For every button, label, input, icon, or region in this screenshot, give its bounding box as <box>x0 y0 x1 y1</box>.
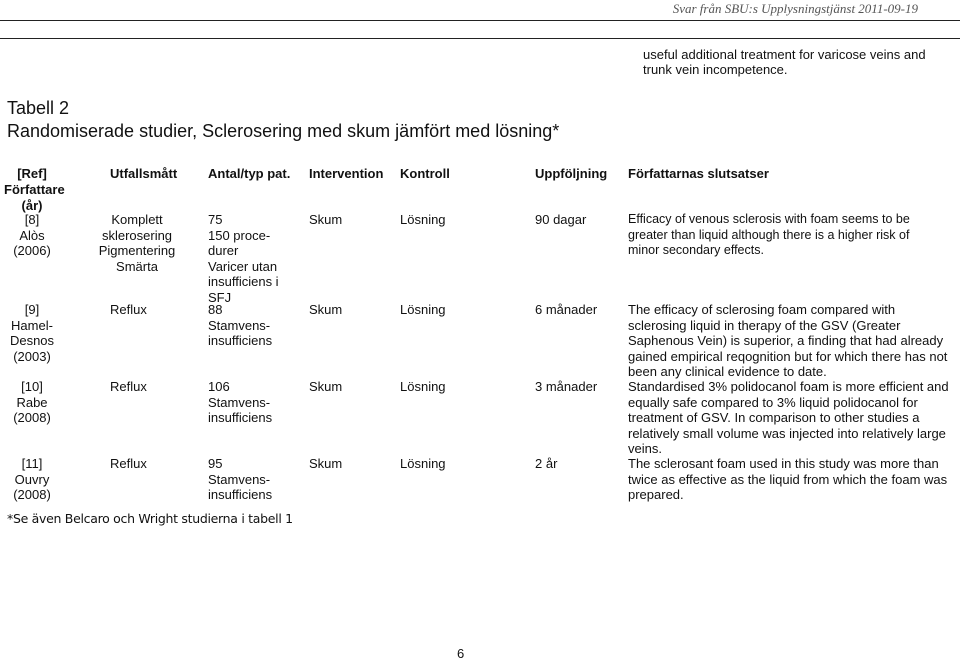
cell-number <box>208 379 298 426</box>
cell-intervention: Skum <box>309 456 343 471</box>
cell-conclusion <box>628 379 948 457</box>
cell-outcome <box>110 456 147 472</box>
cell-line: insufficiens <box>208 487 273 502</box>
cell-line: Alòs <box>19 227 45 243</box>
cell-line: sclerosing liquid in therapy of the GSV (Greater <box>628 317 901 333</box>
cell-line: (2003) <box>13 348 51 364</box>
cell-intervention: Skum <box>309 212 343 227</box>
cell-line: The efficacy of sclerosing foam compared with <box>628 302 896 317</box>
header-followup: Uppföljning <box>535 166 608 181</box>
cell-line: (2006) <box>13 243 51 258</box>
cell-line: insufficiens i <box>208 274 279 289</box>
header-ref-line: [Ref] <box>17 166 47 181</box>
cell-number <box>208 212 298 305</box>
cell-line: treatment of GSV. In comparison to other studies a <box>628 410 920 425</box>
cell-line: 95 <box>208 456 223 471</box>
header-ref-line: (år) <box>21 198 43 213</box>
header-text: Svar från SBU:s Upplysningstjänst 2011-09-19 <box>672 1 918 16</box>
cell-line: minor secondary effects. <box>628 243 764 257</box>
header-rule-bottom <box>0 38 960 39</box>
cell-ref <box>4 302 60 364</box>
cell-line: veins. <box>628 441 662 456</box>
table-number: Tabell 2 <box>7 98 70 118</box>
cell-line: Varicer utan <box>208 258 278 274</box>
cell-line: sklerosering <box>101 227 173 243</box>
cell-line: 150 proce- <box>208 227 271 243</box>
table-title <box>7 97 559 143</box>
cell-line: Pigmentering <box>98 243 176 258</box>
header-conclusions: Författarnas slutsatser <box>628 166 769 181</box>
cell-line: [8] <box>24 212 40 227</box>
cell-line: Saphenous Vein) is superior, a finding that had already <box>628 333 944 348</box>
cell-line: equally safe compared to 3% liquid polidocanol for <box>628 394 918 410</box>
cell-line: [10] <box>21 379 43 394</box>
cell-line: Efficacy of venous sclerosis with foam seems to be <box>628 212 910 226</box>
cell-outcome <box>110 379 147 395</box>
cell-line: insufficiens <box>208 333 273 348</box>
cell-line: greater than liquid although there is a higher risk of <box>628 227 910 242</box>
cell-line: [11] <box>21 456 43 471</box>
header-outcome: Utfallsmått <box>110 166 178 181</box>
cell-line: Smärta <box>116 258 158 274</box>
cell-followup: 3 månader <box>535 379 598 394</box>
cell-control: Lösning <box>400 212 446 227</box>
header-ref-line: Författare <box>4 182 65 197</box>
cell-control: Lösning <box>400 302 446 317</box>
continuation-line: trunk vein incompetence. <box>643 62 788 77</box>
cell-line: insufficiens <box>208 410 273 425</box>
continuation-line: useful additional treatment for varicose veins and <box>643 47 926 62</box>
header-control: Kontroll <box>400 166 450 181</box>
header-number: Antal/typ pat. <box>208 166 291 181</box>
cell-line: Rabe <box>16 394 48 410</box>
cell-line: The sclerosant foam used in this study was more than <box>628 456 939 471</box>
cell-ref <box>4 379 60 426</box>
continuation-text <box>643 47 943 77</box>
header-intervention: Intervention <box>309 166 384 181</box>
cell-line: SFJ <box>208 289 232 305</box>
cell-ref <box>4 456 60 503</box>
cell-line: Reflux <box>110 456 147 471</box>
cell-line: Stamvens- <box>208 471 271 487</box>
cell-number <box>208 456 298 503</box>
cell-ref <box>4 212 60 259</box>
cell-line: Ouvry <box>14 471 50 487</box>
cell-intervention: Skum <box>309 302 343 317</box>
cell-followup: 6 månader <box>535 302 598 317</box>
header-ref <box>4 166 65 214</box>
cell-outcome <box>92 212 182 274</box>
cell-number <box>208 302 298 349</box>
cell-line: 106 <box>208 379 230 394</box>
cell-line: (2008) <box>13 487 51 502</box>
cell-control: Lösning <box>400 456 446 471</box>
cell-followup: 2 år <box>535 456 558 471</box>
cell-intervention: Skum <box>309 379 343 394</box>
header-rule-top <box>0 20 960 21</box>
cell-outcome <box>110 302 147 318</box>
cell-followup: 90 dagar <box>535 212 587 227</box>
cell-line: Standardised 3% polidocanol foam is more efficient and <box>628 379 949 394</box>
table-caption: Randomiserade studier, Sclerosering med skum jämfört med lösning* <box>7 121 560 141</box>
cell-line: (2008) <box>13 410 51 425</box>
cell-conclusion <box>628 302 948 380</box>
cell-line: Hamel-Desnos <box>9 317 55 348</box>
cell-line: durer <box>208 243 239 258</box>
cell-line: [9] <box>24 302 40 317</box>
cell-line: been any clinical evidence to date. <box>628 364 827 379</box>
cell-line: relatively small volume was injected into relatively large <box>628 425 946 441</box>
cell-line: 88 <box>208 302 223 317</box>
cell-line: twice as effective as the liquid from which the foam was <box>628 471 948 487</box>
cell-line: Reflux <box>110 302 147 317</box>
cell-line: Komplett <box>111 212 163 227</box>
cell-line: 75 <box>208 212 223 227</box>
cell-control: Lösning <box>400 379 446 394</box>
page-number: 6 <box>457 646 465 661</box>
cell-line: Stamvens- <box>208 317 271 333</box>
cell-conclusion <box>628 212 948 259</box>
cell-conclusion <box>628 456 948 503</box>
table-footnote: *Se även Belcaro och Wright studierna i tabell 1 <box>7 511 293 526</box>
cell-line: Reflux <box>110 379 147 394</box>
cell-line: Stamvens- <box>208 394 271 410</box>
cell-line: gained empirical reqognition but for which there has not <box>628 348 948 364</box>
cell-line: prepared. <box>628 487 684 502</box>
